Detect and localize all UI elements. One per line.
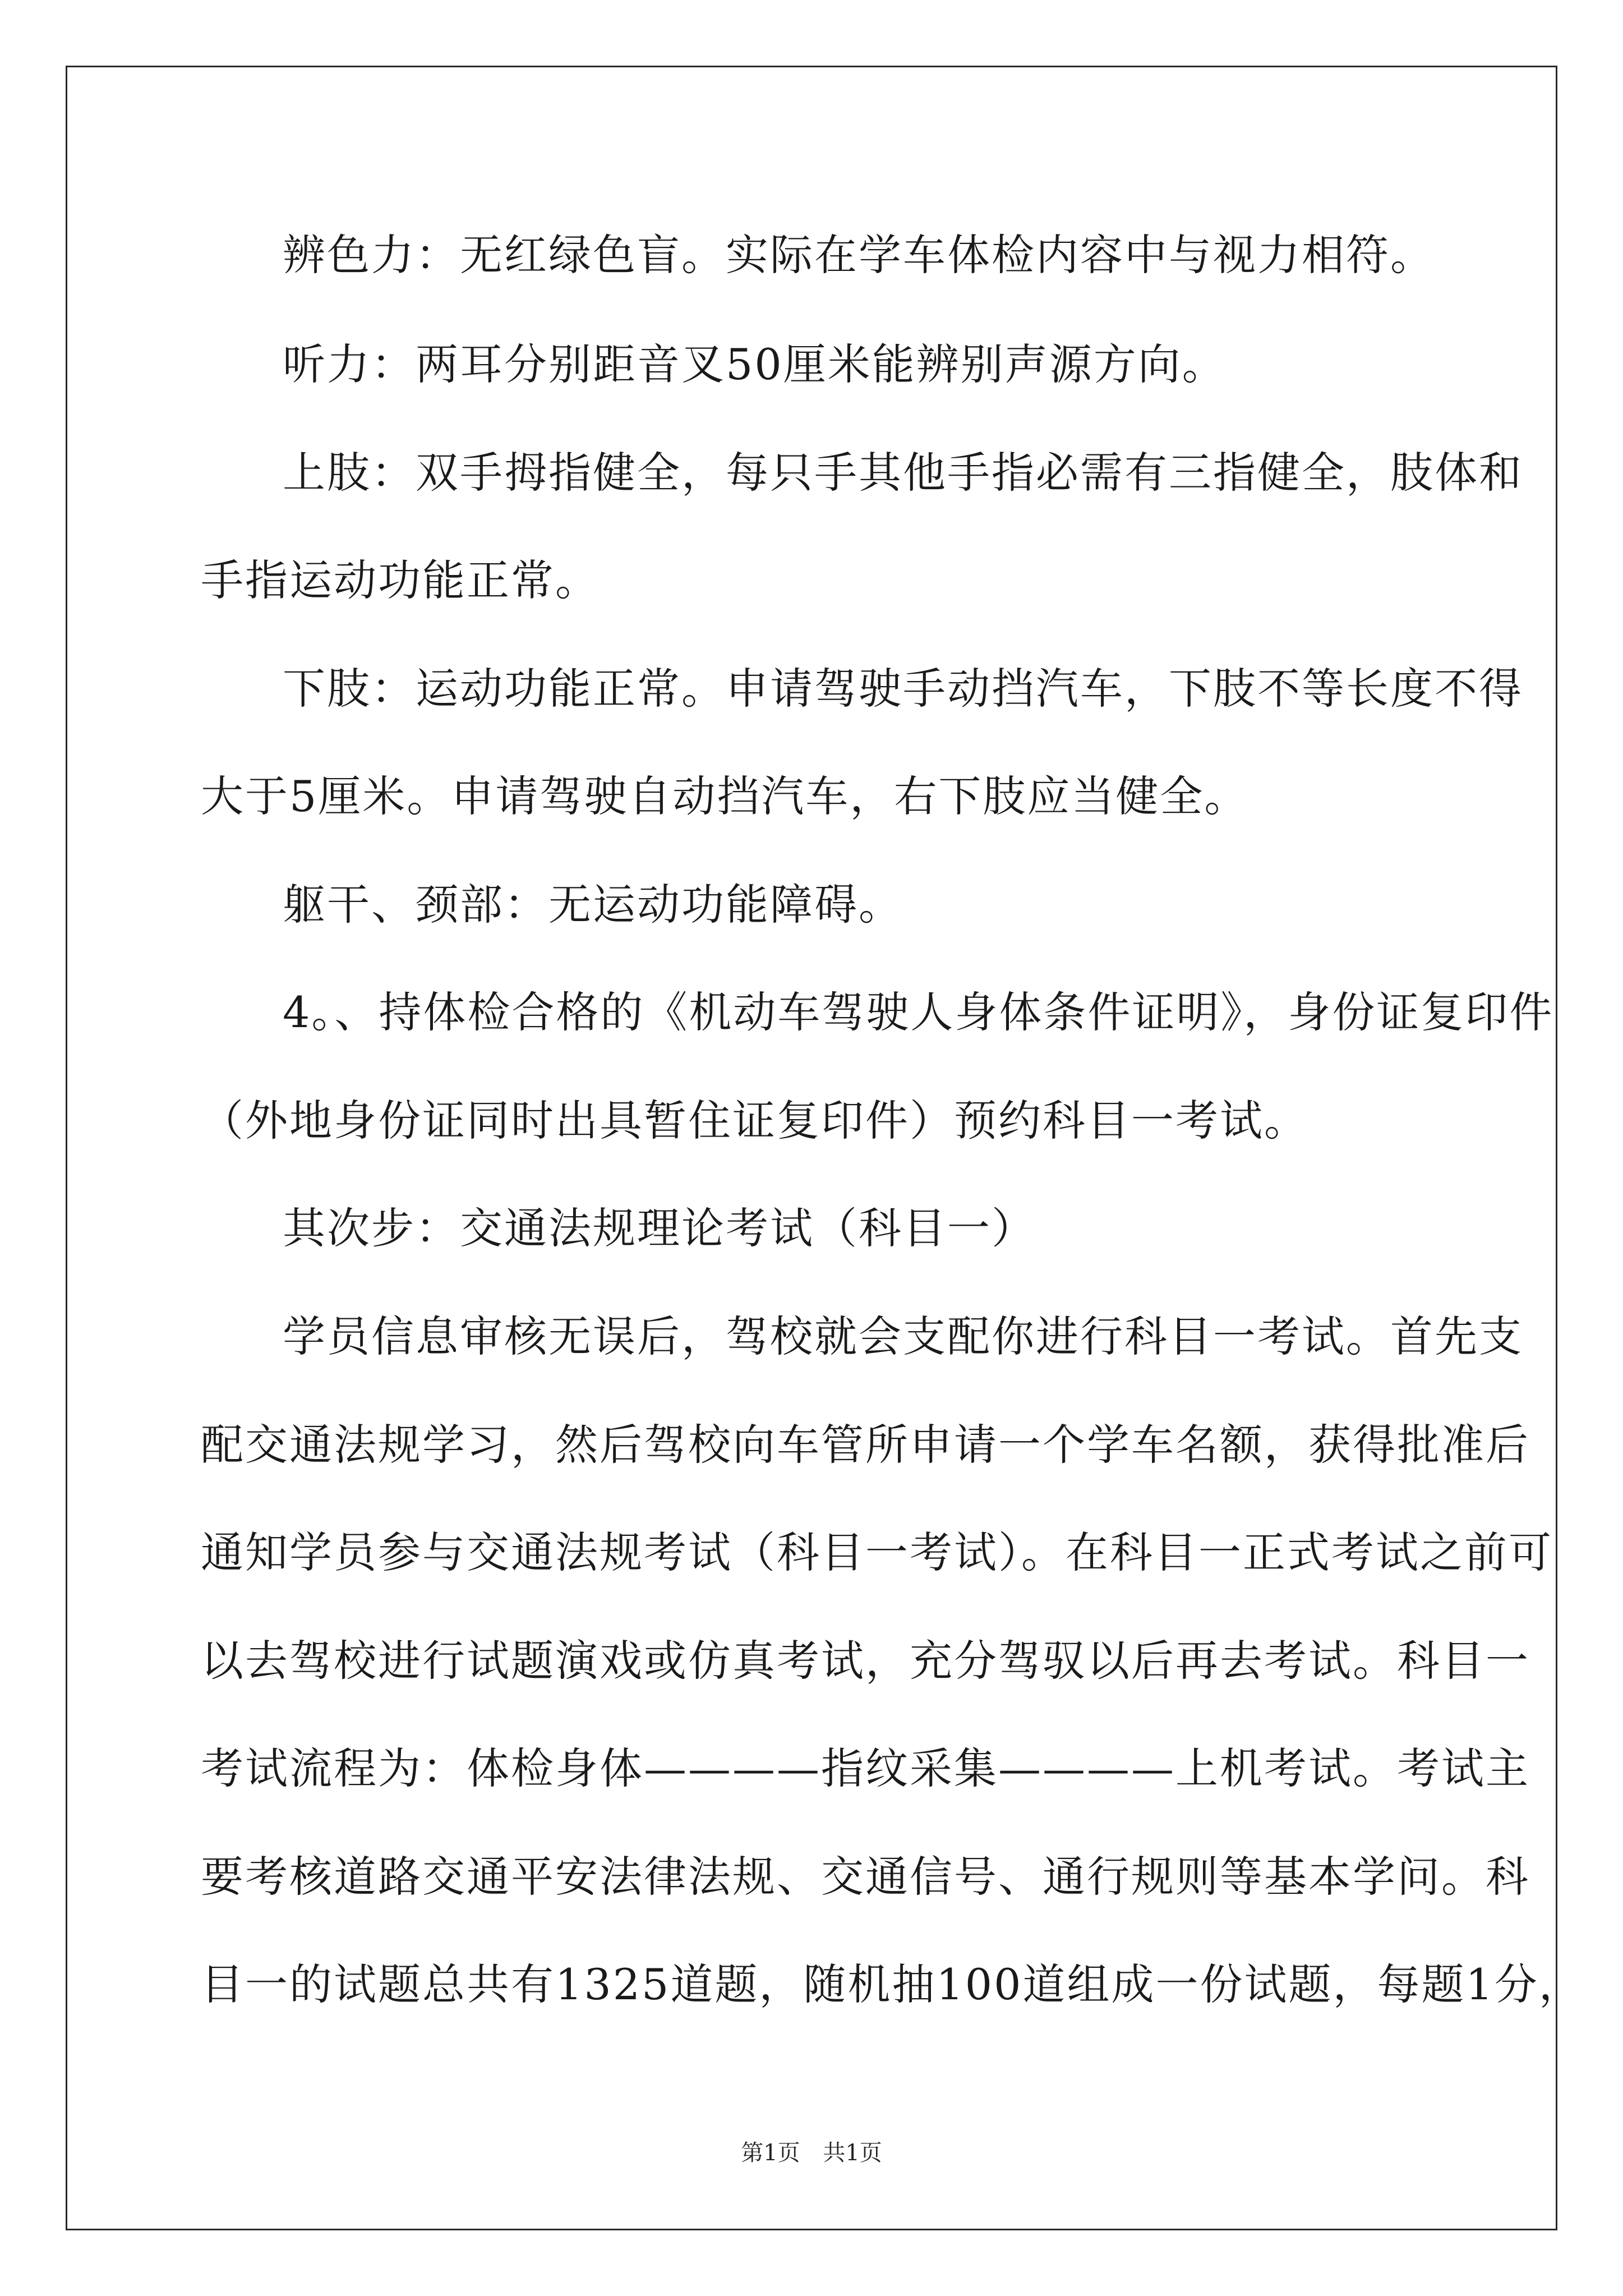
paragraph-subject-one-line4: 以去驾校进行试题演戏或仿真考试，充分驾驭以后再去考试。科目一 bbox=[201, 1636, 1530, 1686]
paragraph-color-vision: 辨色力：无红绿色盲。实际在学车体检内容中与视力相符。 bbox=[283, 230, 1435, 280]
paragraph-step4: 4。、持体检合格的《机动车驾驶人身体条件证明》，身份证复印件 bbox=[283, 987, 1554, 1037]
paragraph-upper-limbs-cont: 手指运动功能正常。 bbox=[201, 555, 600, 605]
paragraph-subject-one-line3: 通知学员参与交通法规考试（科目一考试）。在科目一正式考试之前可 bbox=[201, 1527, 1553, 1577]
paragraph-lower-limbs-cont: 大于5厘米。申请驾驶自动挡汽车，右下肢应当健全。 bbox=[201, 771, 1249, 821]
paragraph-lower-limbs: 下肢：运动功能正常。申请驾驶手动挡汽车，下肢不等长度不得 bbox=[283, 664, 1523, 714]
paragraph-subject-one-line5: 考试流程为：体检身体————指纹采集————上机考试。考试主 bbox=[201, 1743, 1530, 1793]
page-number-current: 第1页 bbox=[741, 2140, 800, 2166]
paragraph-step4-cont: （外地身份证同时出具暂住证复印件）预约科目一考试。 bbox=[201, 1096, 1308, 1145]
paragraph-torso-neck: 躯干、颈部：无运动功能障碍。 bbox=[283, 880, 903, 930]
paragraph-upper-limbs: 上肢：双手拇指健全，每只手其他手指必需有三指健全，肢体和 bbox=[283, 448, 1523, 498]
page-footer bbox=[0, 2137, 1623, 2169]
paragraph-hearing: 听力：两耳分别距音叉50厘米能辨别声源方向。 bbox=[283, 339, 1227, 389]
paragraph-subject-one-line2: 配交通法规学习，然后驾校向车管所申请一个学车名额，获得批准后 bbox=[201, 1420, 1530, 1470]
page-number-total: 共1页 bbox=[823, 2140, 882, 2166]
section-heading-subject-one: 其次步：交通法规理论考试（科目一） bbox=[283, 1203, 1036, 1253]
paragraph-subject-one-line7: 目一的试题总共有1325道题，随机抽100道组成一份试题，每题1分， bbox=[201, 1959, 1583, 2009]
paragraph-subject-one: 学员信息审核无误后，驾校就会支配你进行科目一考试。首先支 bbox=[283, 1312, 1523, 1361]
paragraph-subject-one-line6: 要考核道路交通平安法律法规、交通信号、通行规则等基本学问。科 bbox=[201, 1852, 1530, 1902]
